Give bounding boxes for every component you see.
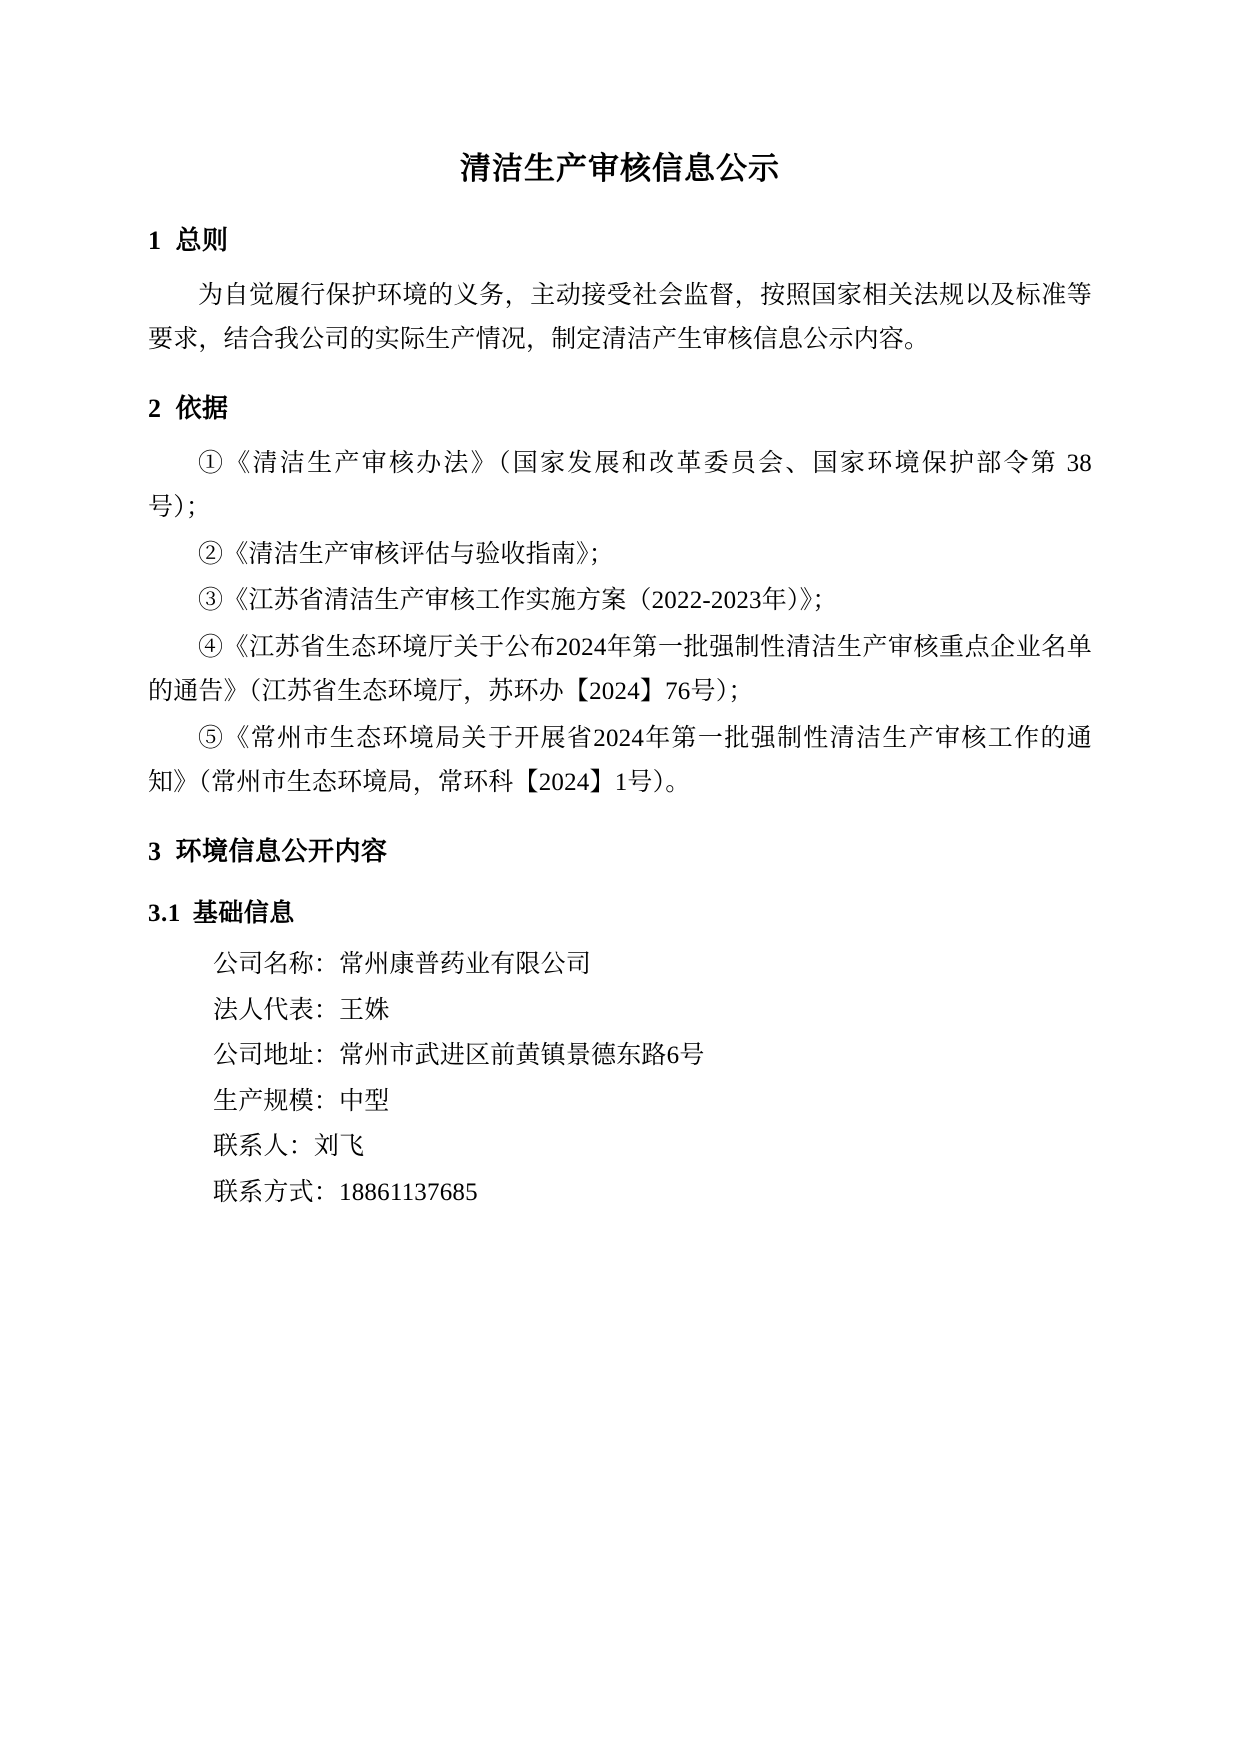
info-value-legal-representative: 王姝 [339, 996, 390, 1024]
section-2-paragraph-3: ③《江苏省清洁生产审核工作实施方案（2022-2023年）》； [198, 587, 838, 614]
list-item [148, 1124, 1092, 1170]
list-item [148, 1170, 1092, 1216]
section-title-1: 总则 [175, 225, 229, 255]
list-item [148, 1033, 1092, 1079]
subsection-number-3-1: 3.1 [148, 899, 181, 927]
subsection-heading-3-1 [148, 895, 1092, 933]
page-title: 清洁生产审核信息公示 [460, 151, 780, 186]
info-label-company-address: 公司地址： [213, 1042, 340, 1069]
section-2-paragraph-4: ④《江苏省生态环境厅关于公布2024年第一批强制性清洁生产审核重点企业名单的通告》（江苏省生态环境厅，苏环办【2024】76号）； [148, 633, 1092, 705]
info-value-company-name: 常州康普药业有限公司 [339, 951, 592, 978]
list-item [148, 942, 1092, 988]
section-heading-3 [148, 832, 1092, 871]
section-title-2: 依据 [175, 393, 229, 423]
section-2-paragraph-2: ②《清洁生产审核评估与验收指南》； [198, 540, 614, 568]
section-2-paragraph-1: ①《清洁生产审核办法》（国家发展和改革委员会、国家环境保护部令第 38 号）； [148, 449, 1092, 521]
section-number-1: 1 [148, 225, 162, 255]
info-value-production-scale: 中型 [339, 1087, 390, 1115]
section-title-3: 环境信息公开内容 [175, 836, 388, 866]
section-number-3: 3 [148, 836, 162, 866]
list-item [148, 988, 1092, 1034]
info-label-company-name: 公司名称： [213, 951, 340, 978]
info-value-contact-person: 刘飞 [313, 1133, 365, 1160]
list-item [148, 1079, 1092, 1125]
section-2-paragraph-5: ⑤《常州市生态环境局关于开展省2024年第一批强制性清洁生产审核工作的通知》（常州市生态环境局，常环科【2024】1号）。 [148, 724, 1092, 796]
info-label-contact-person: 联系人： [213, 1133, 314, 1160]
section-heading-2 [148, 389, 1092, 428]
section-1-paragraph-1: 为自觉履行保护环境的义务，主动接受社会监督，按照国家相关法规以及标准等要求，结合我公司的实际生产情况，制定清洁产生审核信息公示内容。 [148, 281, 1092, 353]
basic-info-list [148, 942, 1092, 1215]
info-value-contact-phone: 18861137685 [339, 1178, 478, 1206]
section-heading-1 [148, 221, 1092, 260]
subsection-title-3-1: 基础信息 [192, 899, 295, 927]
info-label-contact-phone: 联系方式： [213, 1178, 340, 1206]
info-value-company-address: 常州市武进区前黄镇景德东路6号 [339, 1042, 705, 1069]
section-number-2: 2 [148, 393, 162, 423]
info-label-production-scale: 生产规模： [213, 1087, 340, 1115]
info-label-legal-representative: 法人代表： [213, 996, 340, 1024]
